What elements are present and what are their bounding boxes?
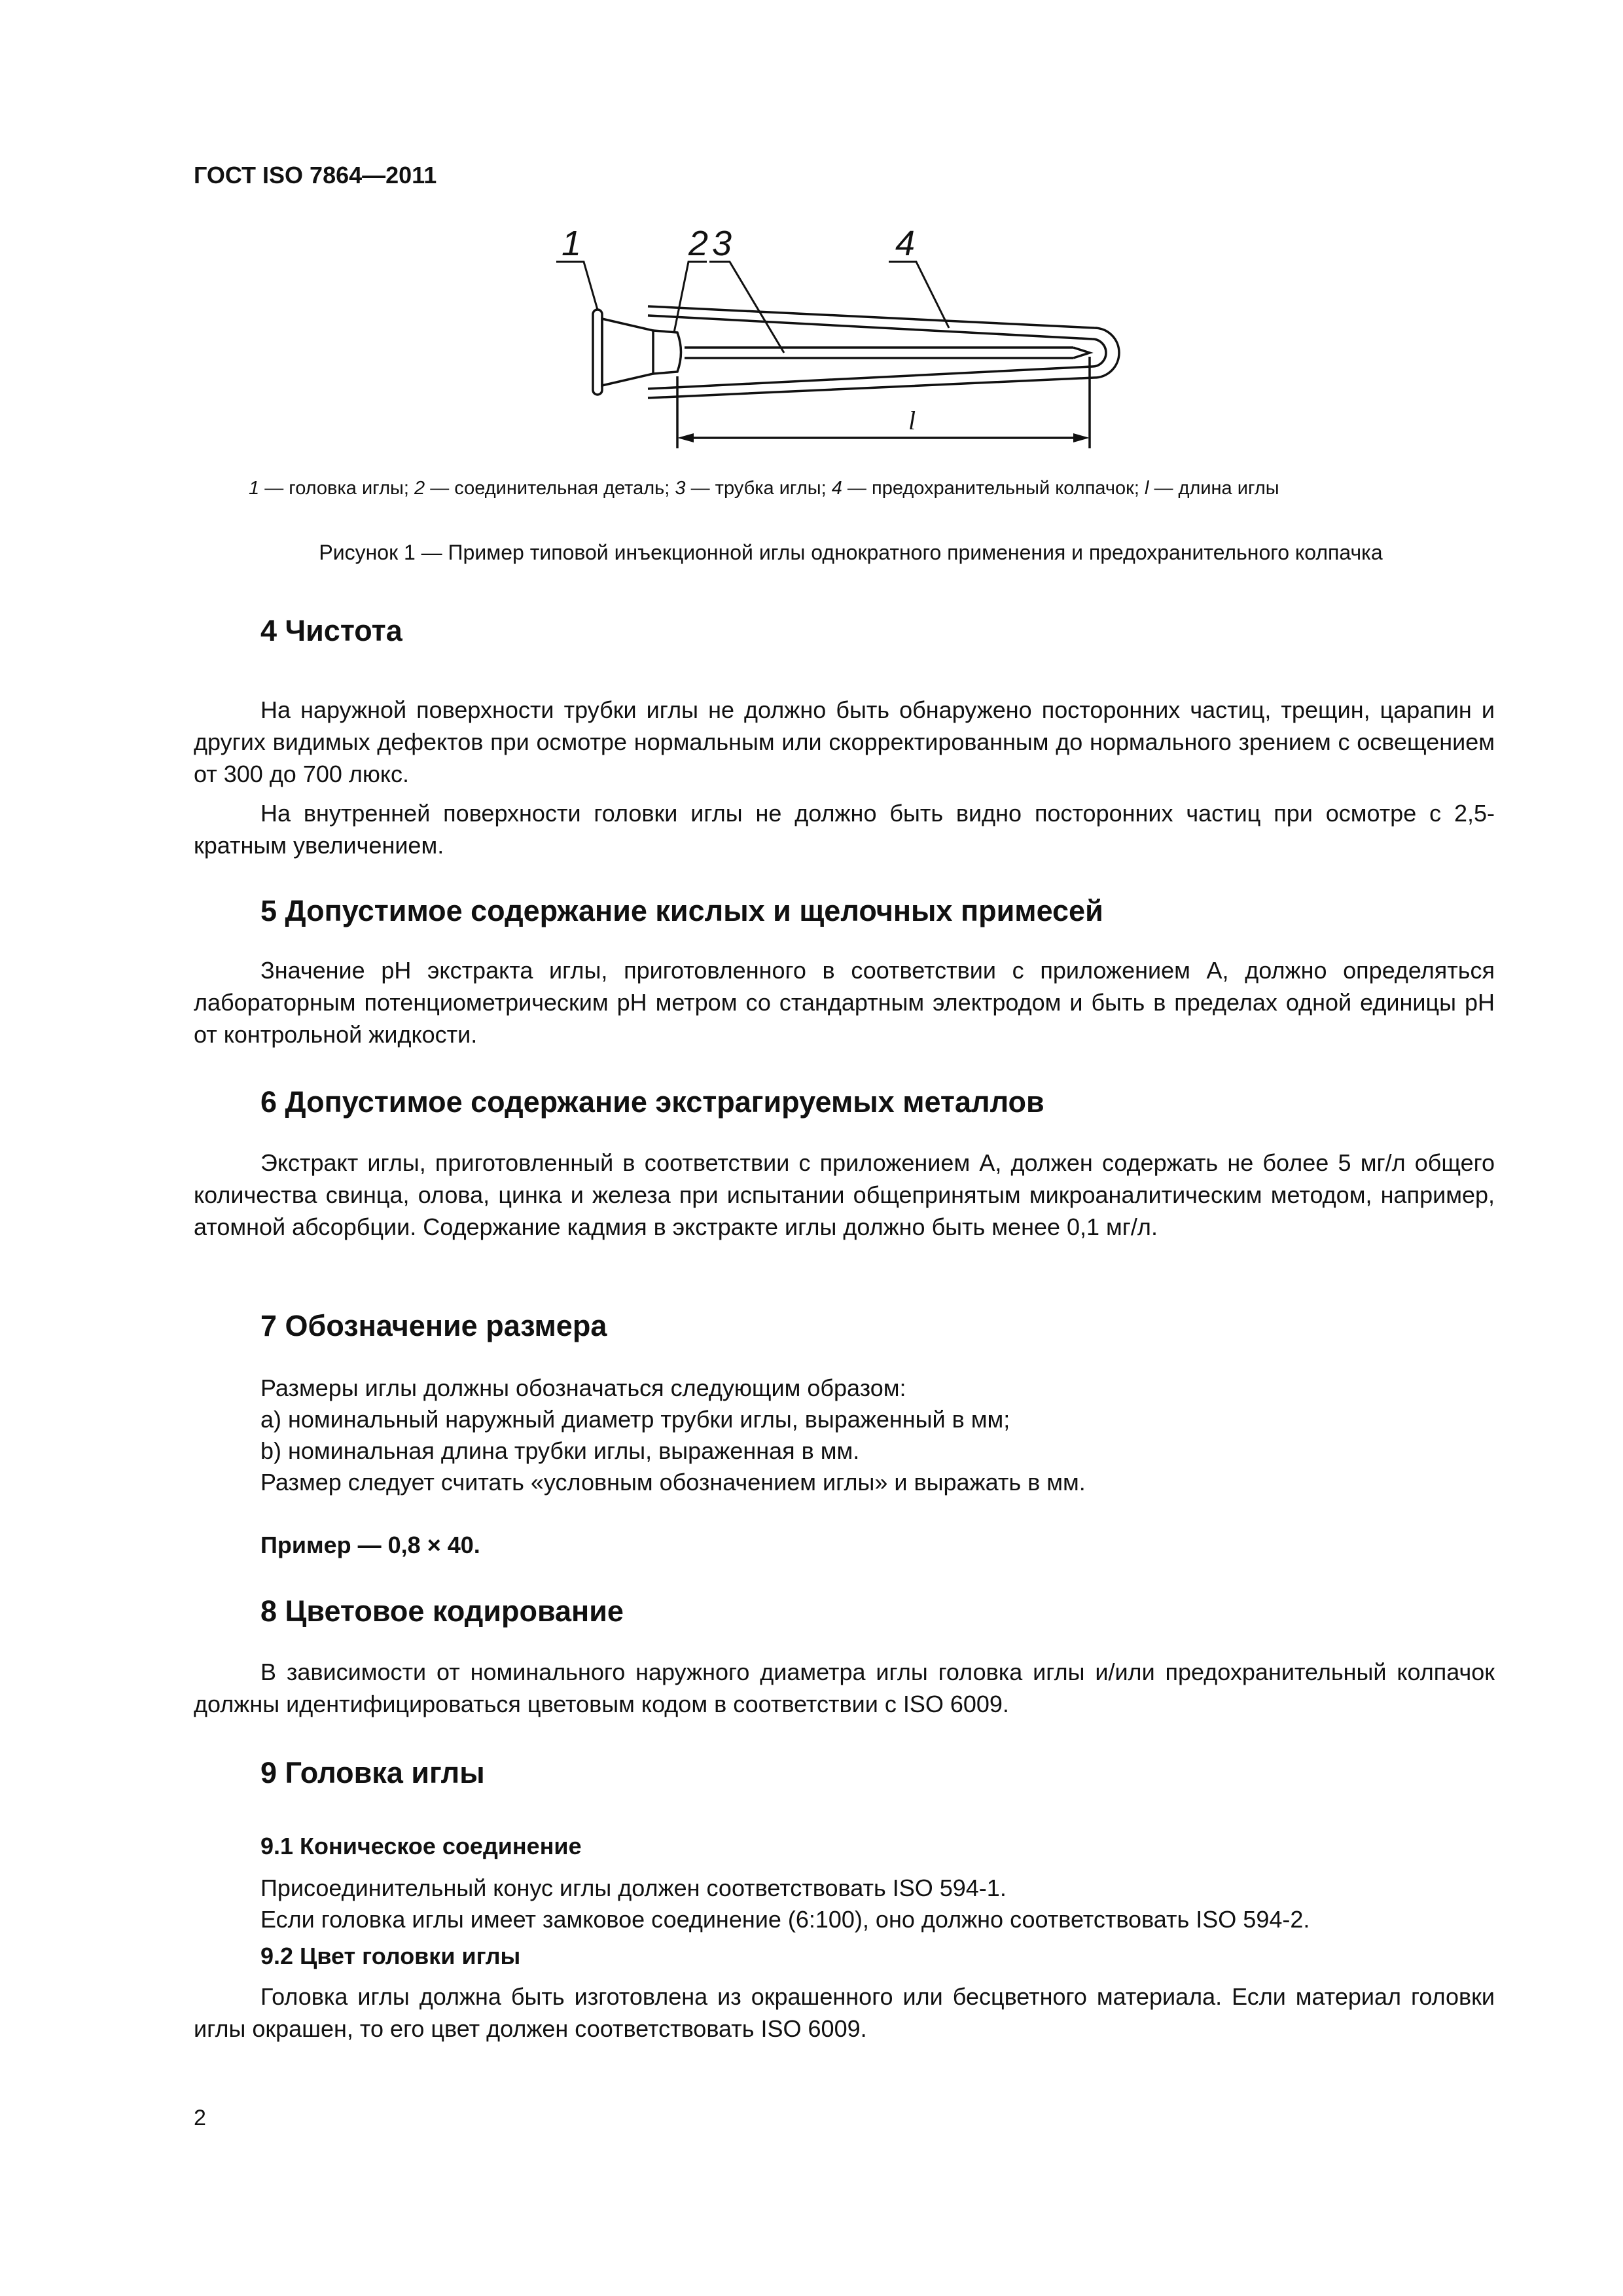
size-example: Пример — 0,8 × 40.: [260, 1532, 480, 1558]
section-7-intro: Размеры иглы должны обозначаться следующим образом:: [260, 1374, 906, 1401]
callout-4: 4: [895, 224, 916, 263]
hub-body: [602, 319, 653, 386]
list-item-a: a) номинальный наружный диаметр трубки иглы, выраженный в мм;: [260, 1406, 1010, 1433]
section-6-heading: 6 Допустимое содержание экстрагируемых металлов: [260, 1085, 1044, 1119]
legend-text: — головка иглы;: [259, 478, 414, 499]
subsection-9-1-line: Если головка иглы имеет замковое соединение (6:100), оно должно соответствовать ISO 594-2.: [260, 1906, 1310, 1933]
legend-text: — длина иглы: [1149, 478, 1279, 499]
section-4-paragraph: На наружной поверхности трубки иглы не должно быть обнаружено посторонних частиц, трещин, царапин и других видимых дефектов при осмотре нормальным или скорректированным до нормального зрением с освещением от 300 до 700 люкс.: [194, 696, 1495, 787]
section-7-note: Размер следует считать «условным обозначением иглы» и выражать в мм.: [260, 1469, 1086, 1496]
needle-figure: [537, 223, 1165, 465]
connector-part: [653, 331, 681, 374]
callout-3: 3: [712, 224, 732, 263]
legend-text: — предохранительный колпачок;: [842, 478, 1145, 499]
legend-text: — соединительная деталь;: [425, 478, 675, 499]
section-5-heading: 5 Допустимое содержание кислых и щелочных примесей: [260, 894, 1103, 927]
figure-legend: [249, 478, 1279, 499]
subsection-9-2-paragraph: Головка иглы должна быть изготовлена из окрашенного или бесцветного материала. Если материал головки иглы окрашен, то его цвет должен соответствовать ISO 6009.: [194, 1983, 1495, 2042]
section-5-paragraph: Значение рН экстракта иглы, приготовленного в соответствии с приложением А, должно определяться лабораторным потенциометрическим рН метром со стандартным электродом и быть в пределах одной единицы рН от контрольной жидкости.: [194, 957, 1495, 1048]
page-number: 2: [194, 2106, 206, 2130]
legend-num: 1: [249, 478, 260, 499]
figure-caption: Рисунок 1 — Пример типовой инъекционной иглы однократного применения и предохранительного колпачка: [319, 541, 1383, 564]
list-item-b: b) номинальная длина трубки иглы, выраженная в мм.: [260, 1437, 860, 1464]
cap-inner: [648, 315, 1106, 389]
subsection-9-1-heading: 9.1 Коническое соединение: [260, 1833, 582, 1859]
section-4-paragraph: На внутренней поверхности головки иглы не должно быть видно посторонних частиц при осмотре с 2,5-кратным увеличением.: [194, 800, 1495, 859]
legend-num: 2: [414, 478, 425, 499]
subsection-9-1-line: Присоединительный конус иглы должен соответствовать ISO 594-1.: [260, 1874, 1007, 1901]
section-4-heading: 4 Чистота: [260, 614, 402, 647]
callout-1: 1: [562, 224, 582, 263]
subsection-9-2-heading: 9.2 Цвет головки иглы: [260, 1943, 521, 1969]
dimension-label: l: [908, 406, 916, 435]
needle-tube: [685, 348, 1090, 358]
section-8-paragraph: В зависимости от номинального наружного диаметра иглы головка иглы и/или предохранительный колпачок должны идентифицироваться цветовым кодом в соответствии с ISO 6009.: [194, 1659, 1495, 1717]
callout-2: 2: [688, 224, 709, 263]
section-6-paragraph: Экстракт иглы, приготовленный в соответствии с приложением А, должен содержать не более 5 мг/л общего количества свинца, олова, цинка и железа при испытании общепринятым микроаналитическим методом, например, атомной абсорбции. Содержание кадмия в экстракте иглы должно быть менее 0,1 мг/л.: [194, 1149, 1495, 1240]
section-9-heading: 9 Головка иглы: [260, 1756, 485, 1789]
legend-num: 4: [831, 478, 842, 499]
section-7-heading: 7 Обозначение размера: [260, 1309, 607, 1342]
legend-num: l: [1144, 478, 1149, 499]
legend-num: 3: [675, 478, 686, 499]
hub-flange: [593, 310, 602, 395]
section-8-heading: 8 Цветовое кодирование: [260, 1594, 624, 1628]
legend-text: — трубка иглы;: [685, 478, 832, 499]
standard-code: ГОСТ ISO 7864—2011: [194, 162, 437, 188]
